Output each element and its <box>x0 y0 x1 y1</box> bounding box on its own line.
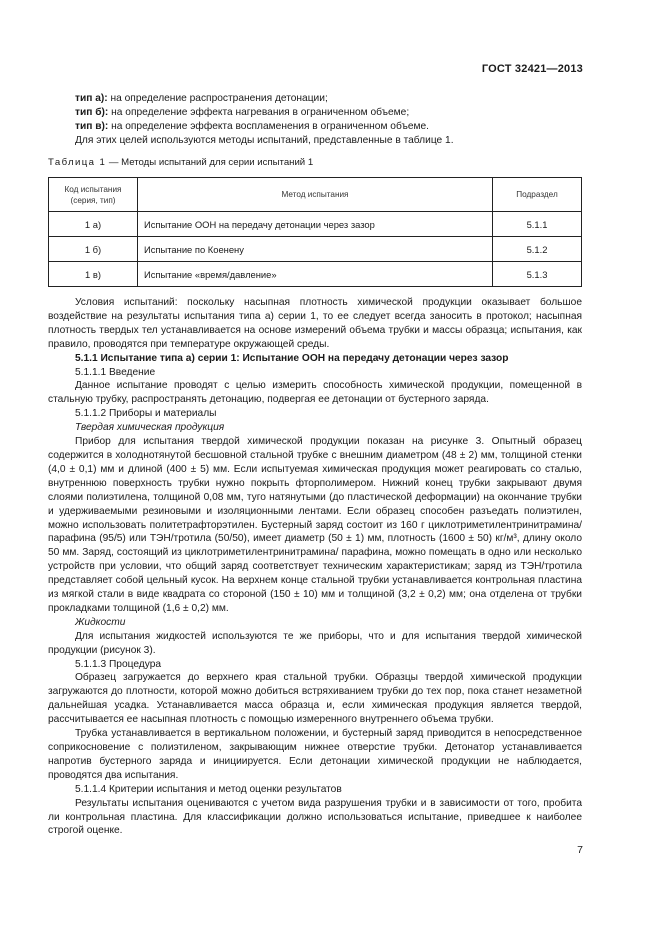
type-b-line: тип б): на определение эффекта нагревания в ограниченном объеме; <box>75 106 410 118</box>
main-text <box>48 296 582 838</box>
cell-method: Испытание ООН на передачу детонации через зазор <box>138 212 493 237</box>
liquids-heading: Жидкости <box>75 616 126 628</box>
table-caption: Таблица 1 — Методы испытаний для серии испытаний 1 <box>48 157 314 168</box>
section-heading-5-1-1-1: 5.1.1.1 Введение <box>75 366 156 378</box>
cell-subsection: 5.1.1 <box>493 212 582 237</box>
header-test-code: Код испытания (серия, тип) <box>49 178 138 212</box>
section-heading-5-1-1-3: 5.1.1.3 Процедура <box>75 658 162 670</box>
cell-method: Испытание «время/давление» <box>138 262 493 287</box>
section-heading-5-1-1-4: 5.1.1.4 Критерии испытания и метод оценки результатов <box>75 783 342 795</box>
table-row <box>49 262 582 287</box>
type-a-line: тип а): на определение распространения детонации; <box>75 93 328 104</box>
solid-products-paragraph: Прибор для испытания твердой химической продукции показан на рисунке 3. Опытный образец содержится в холоднотянутой бесшовной стальной трубке с внешним диаметром (48 ± 2) мм, толщиной стенки (4,0 ± 0,1) мм и длиной (400 ± 5) мм. Если испытуемая химическая продукция может реагировать со сталью, внутреннюю поверхность трубки нужно покрыть фторполимером. Нижний конец трубки закрывают двумя слоями полиэтилена, толщиной 0,08 мм, туго натянутыми (до пластической деформации) на окончание трубки и удерживаемыми резиновыми и изоляционными лентами. Если образец способен разъедать полиэтилен, можно использовать политетрафторэтилен. Бустерный заряд состоит из 160 г циклотриметилентринитрамина/парафина (95/5) или ТЭН/тротила (50/50), имеет диаметр (50 ± 1) мм, плотность (1600 ± 50) кг/м³, длину около 50 мм. Заряд, состоящий из циклотриметилентринитрамина/ парафина, можно помещать в одно или несколько устройств при условии, что общий заряд соответствует техническим характеристикам; заряд из ТЭН/тротила представляет собой цельный кусок. На верхнем конце стальной трубки устанавливается контрольная пластина из мягкой стали в виде квадрата со стороной (150 ± 10) мм и толщиной (3,2 ± 0,2) мм; она отделена от трубки прокладками толщиной (1,6 ± 0,2) мм. <box>48 436 582 614</box>
cell-code: 1 а) <box>49 212 138 237</box>
cell-subsection: 5.1.2 <box>493 237 582 262</box>
intro-paragraph: Данное испытание проводят с целью измерить способность химической продукции, помещенной в стальную трубку, распространять детонацию, подвергая ее детонации от бустерного заряда. <box>48 380 582 406</box>
section-heading-5-1-1-2: 5.1.1.2 Приборы и материалы <box>75 408 217 420</box>
liquids-paragraph: Для испытания жидкостей используются те же приборы, что и для испытания твердой химической продукции (рисунок 3). <box>48 630 582 656</box>
header-subsection: Подраздел <box>493 178 582 212</box>
cell-method: Испытание по Коенену <box>138 237 493 262</box>
table-row <box>49 237 582 262</box>
table-row <box>49 212 582 237</box>
conditions-paragraph: Условия испытаний: поскольку насыпная плотность химической продукции оказывает большое воздействие на результаты испытания типа а) серии 1, то ее следует всегда заносить в протокол; насыпная плотность твердых тел устанавливается на основе измерений объема трубки и массы образца; испытания, как правило, проводятся при температуре окружающей среды. <box>48 297 582 350</box>
procedure-paragraph-2: Трубка устанавливается в вертикальном положении, и бустерный заряд приводится в непосредственное соприкосновение с полиэтиленом, закрывающим нижнее отверстие трубки. Детонатор устанавливается напротив бустерного заряда и инициируется. Если детонации химической продукции не наблюдается, проводятся два испытания. <box>48 728 582 781</box>
cell-code: 1 б) <box>49 237 138 262</box>
test-methods-table <box>48 177 582 287</box>
standard-code: ГОСТ 32421—2013 <box>481 63 583 75</box>
section-heading-5-1-1: 5.1.1 Испытание типа а) серии 1: Испытание ООН на передачу детонации через зазор <box>75 352 509 364</box>
solid-products-heading: Твердая химическая продукция <box>75 422 225 434</box>
type-c-line: тип в): на определение эффекта воспламенения в ограниченном объеме. <box>75 120 429 132</box>
cell-code: 1 в) <box>49 262 138 287</box>
page-number: 7 <box>577 844 583 856</box>
criteria-paragraph: Результаты испытания оцениваются с учетом вида разрушения трубки и в зависимости от того, пробита ли контрольная пластина. Для классификации должно использоваться испытание, приведшее к наиболее строгой оценке. <box>48 797 582 837</box>
table-header-row <box>49 178 582 212</box>
test-types-list <box>48 92 582 148</box>
header-test-method: Метод испытания <box>138 178 493 212</box>
purpose-paragraph: Для этих целей используются методы испытаний, представленные в таблице 1. <box>75 134 454 146</box>
cell-subsection: 5.1.3 <box>493 262 582 287</box>
procedure-paragraph-1: Образец загружается до верхнего края стальной трубки. Образцы твердой химической продукции загружаются до плотности, которой можно добиться встряхиванием трубки до тех пор, пока станет незаметной дальнейшая усадка. Устанавливается масса образца и, если химическая продукция является твердой, рассчитывается ее насыпная плотность с помощью измеренного внутреннего объема трубки. <box>48 672 582 726</box>
